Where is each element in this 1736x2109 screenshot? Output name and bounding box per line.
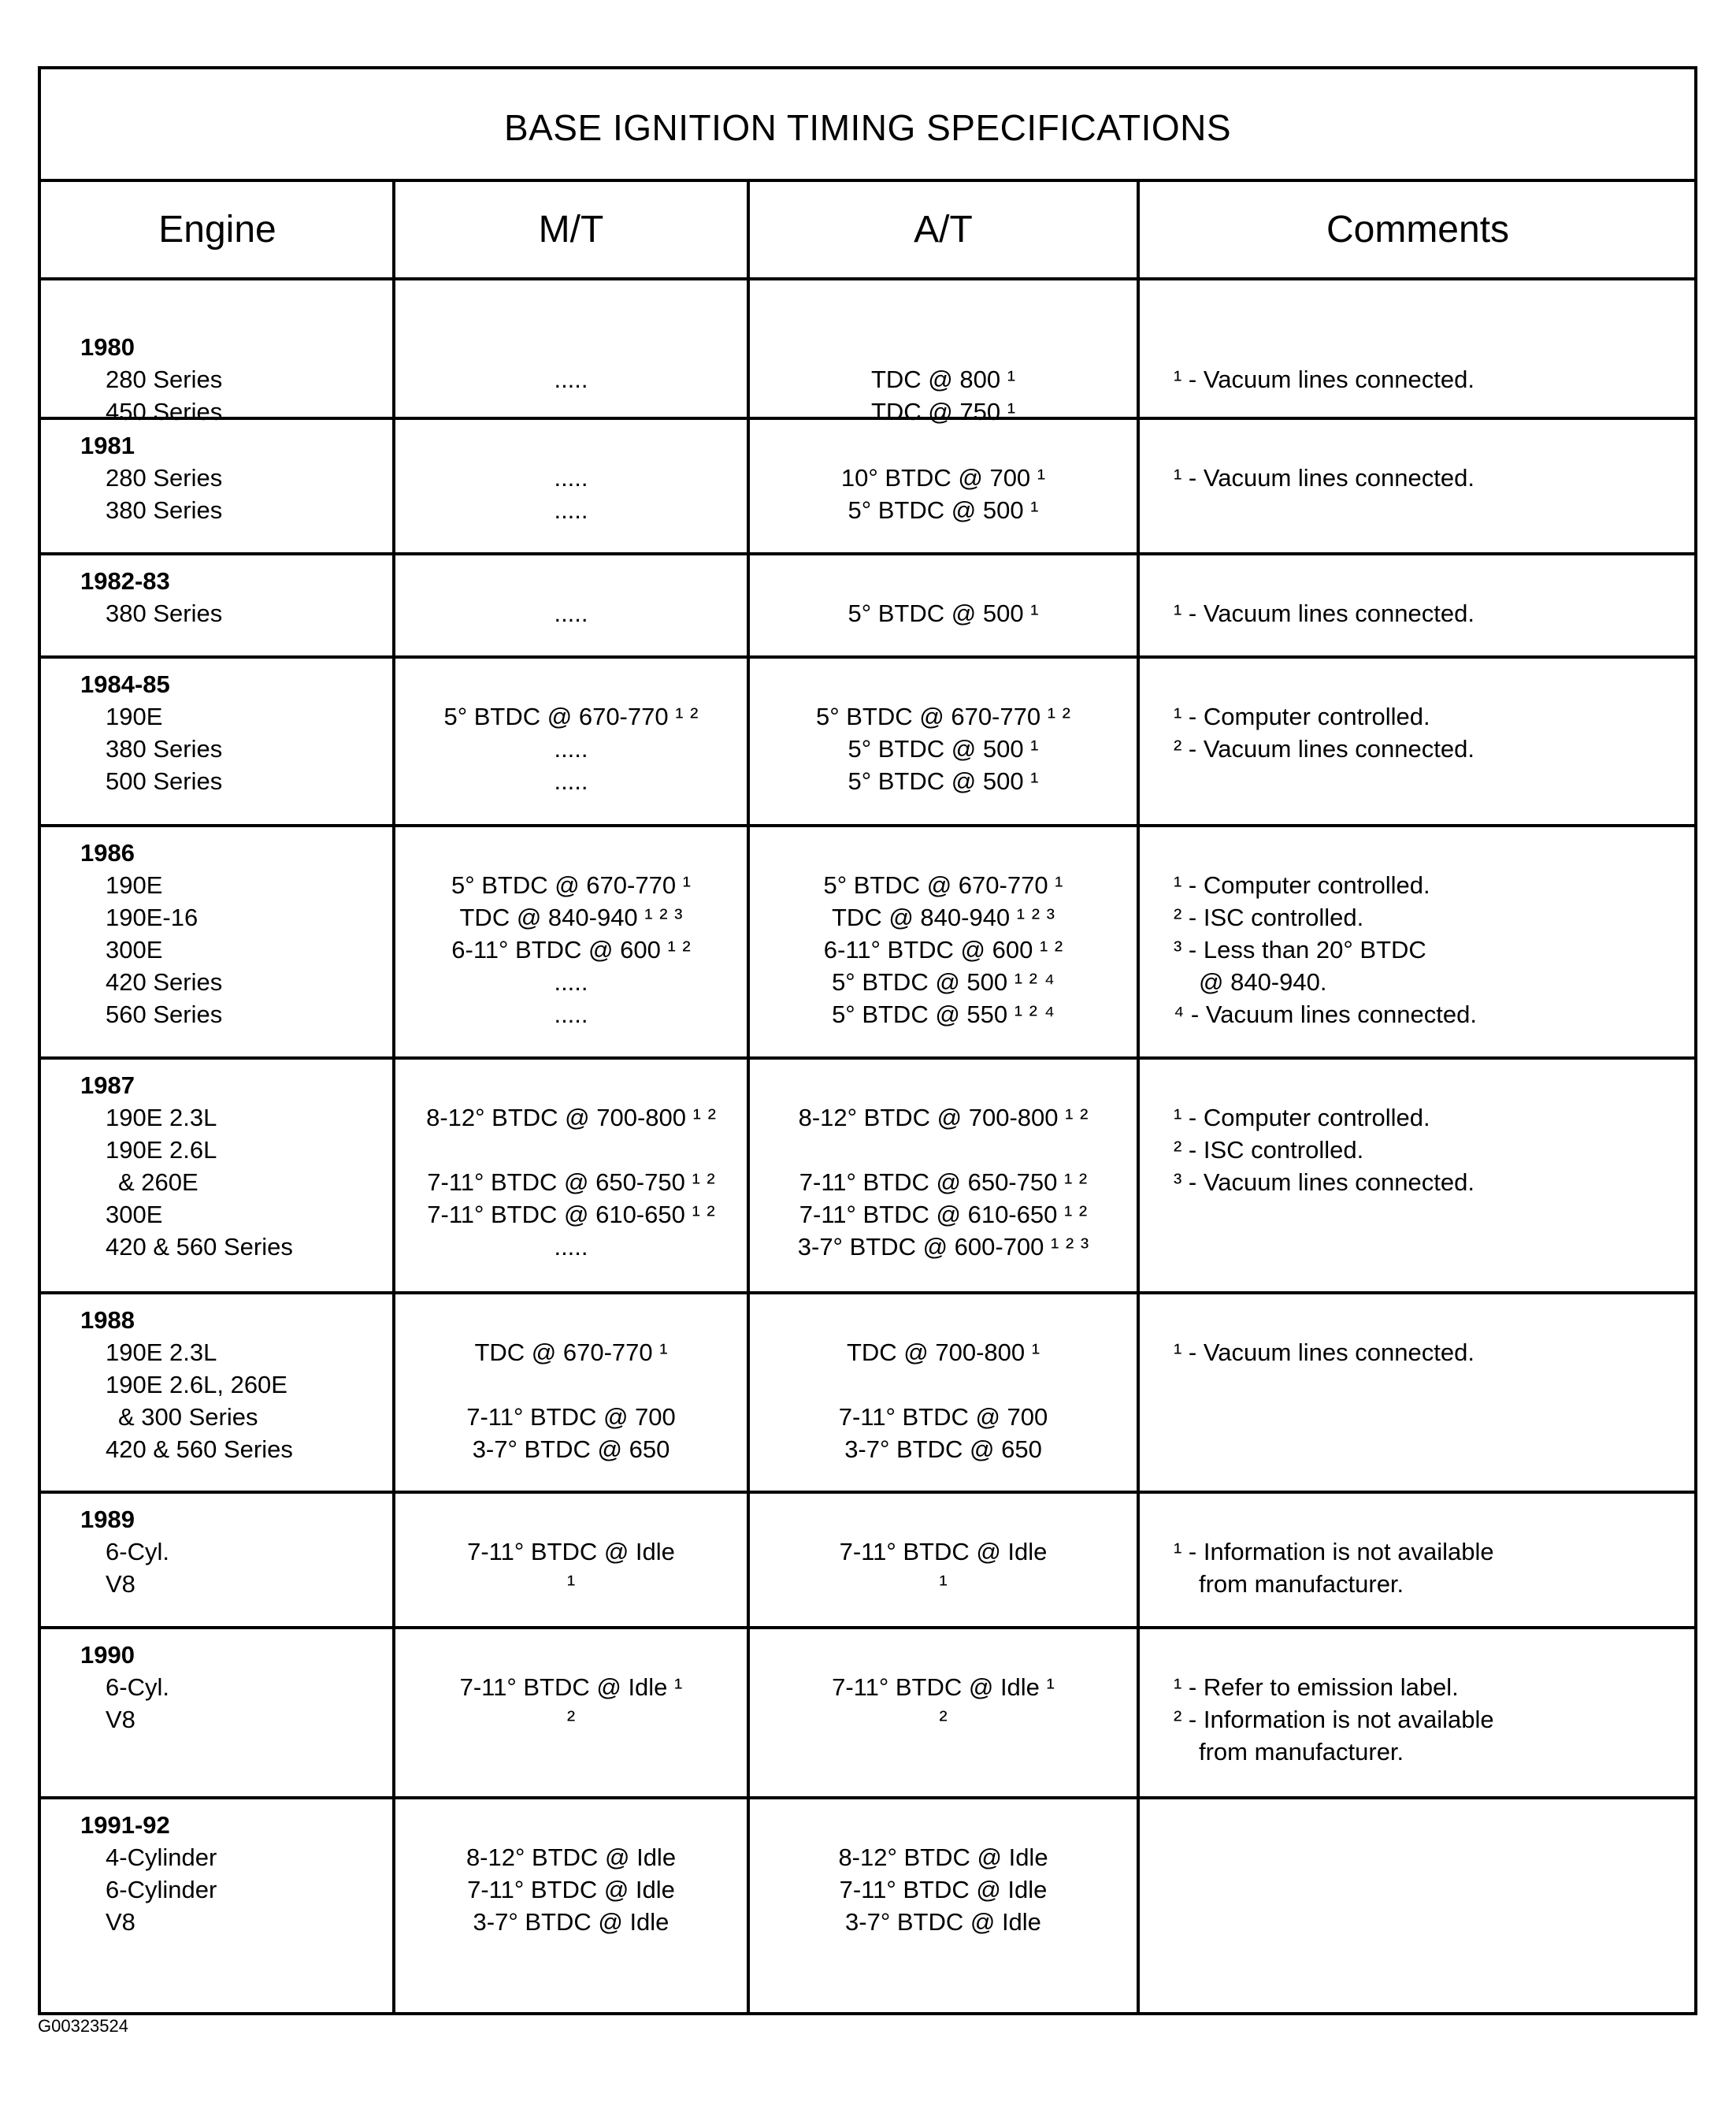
timing-value: 3-7° BTDC @ 650 (472, 1435, 670, 1463)
engine-model: 190E 2.6L, 260E (106, 1371, 287, 1398)
comment-note: ¹ - Information is not available (1174, 1538, 1494, 1565)
engine-cell (41, 420, 394, 552)
table-row (41, 420, 1694, 555)
engine-model: 6-Cyl. (106, 1673, 169, 1701)
mt-cell (394, 555, 748, 655)
timing-value: 3-7° BTDC @ Idle (845, 1908, 1041, 1936)
engine-cell (41, 1799, 394, 2018)
at-cell (748, 1629, 1138, 1796)
timing-value: 7-11° BTDC @ 650-750 ¹ ² (799, 1168, 1088, 1196)
timing-value: 5° BTDC @ 670-770 ¹ ² (443, 703, 699, 730)
table-row (41, 1629, 1694, 1799)
timing-value: TDC @ 840-940 ¹ ² ³ (459, 904, 683, 931)
table-title: BASE IGNITION TIMING SPECIFICATIONS (503, 106, 1232, 148)
timing-value (394, 1368, 748, 1401)
table-row (41, 555, 1694, 659)
timing-value: 7-11° BTDC @ Idle (839, 1538, 1048, 1565)
table-row (41, 1294, 1694, 1494)
timing-value: 6-11° BTDC @ 600 ¹ ² (823, 936, 1063, 964)
year-label: 1982-83 (80, 567, 170, 595)
engine-model: 450 Series (106, 398, 223, 425)
comment-note: ² - ISC controlled. (1174, 904, 1364, 931)
timing-value: ¹ (939, 1570, 948, 1598)
comments-cell (1138, 827, 1697, 1056)
timing-value (394, 1134, 748, 1166)
comment-note: ¹ - Vacuum lines connected. (1174, 600, 1474, 627)
header-comments: Comments (1326, 209, 1510, 251)
comments-cell (1138, 420, 1697, 552)
timing-value: TDC @ 750 ¹ (870, 398, 1016, 425)
comment-note: ¹ - Refer to emission label. (1174, 1673, 1459, 1701)
timing-value (748, 1368, 1138, 1401)
year-label: 1989 (80, 1506, 135, 1533)
timing-spec-table (38, 66, 1697, 2015)
header-row (41, 182, 1694, 280)
engine-model: 500 Series (106, 767, 223, 795)
comment-note: ² - Vacuum lines connected. (1174, 735, 1474, 763)
header-at: A/T (914, 209, 973, 251)
timing-value: 8-12° BTDC @ 700-800 ¹ ² (798, 1104, 1089, 1131)
engine-model: V8 (106, 1908, 135, 1936)
timing-value: ..... (554, 398, 588, 425)
engine-model: 190E-16 (106, 904, 198, 931)
timing-value: TDC @ 670-770 ¹ (474, 1339, 668, 1366)
timing-value: 8-12° BTDC @ Idle (466, 1844, 677, 1871)
timing-value: ..... (554, 464, 588, 492)
comments-cell (1138, 1629, 1697, 1796)
at-cell (748, 1294, 1138, 1491)
comment-note: ³ - Vacuum lines connected. (1174, 1168, 1474, 1196)
timing-value: 3-7° BTDC @ Idle (473, 1908, 670, 1936)
header-engine: Engine (158, 209, 276, 251)
year-label: 1980 (80, 333, 135, 361)
timing-value: 3-7° BTDC @ 600-700 ¹ ² ³ (797, 1233, 1089, 1261)
comment-note: ¹ - Computer controlled. (1174, 1104, 1430, 1131)
engine-model: & 300 Series (118, 1403, 258, 1431)
engine-model: 560 Series (106, 1001, 223, 1028)
mt-cell (394, 420, 748, 552)
mt-cell (394, 1494, 748, 1626)
comment-note: from manufacturer. (1199, 1570, 1404, 1598)
table-row (41, 1799, 1694, 2018)
mt-cell (394, 827, 748, 1056)
title-row (41, 69, 1694, 182)
engine-model: 190E 2.6L (106, 1136, 217, 1164)
engine-model: 380 Series (106, 600, 223, 627)
timing-value: 7-11° BTDC @ Idle ¹ (459, 1673, 683, 1701)
comment-note: ¹ - Vacuum lines connected. (1174, 464, 1474, 492)
timing-value: 7-11° BTDC @ 610-650 ¹ ² (427, 1201, 715, 1228)
timing-value: ..... (554, 767, 588, 795)
timing-value: 6-11° BTDC @ 600 ¹ ² (451, 936, 691, 964)
timing-value: 8-12° BTDC @ 700-800 ¹ ² (426, 1104, 716, 1131)
engine-model: 6-Cyl. (106, 1538, 169, 1565)
timing-value: 7-11° BTDC @ 700 (466, 1403, 676, 1431)
timing-value: ..... (554, 1001, 588, 1028)
table-row (41, 1060, 1694, 1294)
comment-note: ⁴ - Vacuum lines connected. (1174, 1001, 1477, 1028)
engine-model: 300E (106, 936, 163, 964)
mt-cell (394, 659, 748, 824)
mt-cell (394, 1294, 748, 1491)
comment-note: ¹ - Computer controlled. (1174, 871, 1430, 899)
timing-value: ..... (554, 968, 588, 996)
comment-note: ³ - Less than 20° BTDC (1174, 936, 1426, 964)
table-row (41, 1494, 1694, 1629)
engine-cell (41, 1060, 394, 1291)
engine-model: 280 Series (106, 464, 223, 492)
comment-note: ² - Information is not available (1174, 1706, 1494, 1733)
at-cell (748, 1494, 1138, 1626)
at-cell (748, 555, 1138, 655)
timing-value: 8-12° BTDC @ Idle (838, 1844, 1048, 1871)
timing-value: TDC @ 700-800 ¹ (846, 1339, 1040, 1366)
mt-cell (394, 1799, 748, 2018)
engine-model: 380 Series (106, 735, 223, 763)
comments-cell (1138, 1799, 1697, 2018)
timing-value: 7-11° BTDC @ 650-750 ¹ ² (427, 1168, 715, 1196)
engine-model: 280 Series (106, 366, 223, 393)
timing-value: ..... (554, 366, 588, 393)
comments-cell (1138, 284, 1697, 417)
timing-value: 7-11° BTDC @ Idle (467, 1876, 675, 1903)
engine-model: V8 (106, 1570, 135, 1598)
timing-value: 7-11° BTDC @ 700 (838, 1403, 1048, 1431)
column-divider (392, 182, 395, 2012)
timing-value: 5° BTDC @ 500 ¹ ² ⁴ (832, 968, 1055, 996)
engine-cell (41, 827, 394, 1056)
at-cell (748, 1799, 1138, 2018)
comments-cell (1138, 1494, 1697, 1626)
comments-cell (1138, 555, 1697, 655)
engine-model: 190E (106, 703, 163, 730)
engine-model: 190E 2.3L (106, 1104, 217, 1131)
mt-cell (394, 1629, 748, 1796)
timing-value: 7-11° BTDC @ Idle ¹ (832, 1673, 1055, 1701)
engine-model: 4-Cylinder (106, 1844, 217, 1871)
at-cell (748, 827, 1138, 1056)
timing-value: ..... (554, 735, 588, 763)
engine-model: 380 Series (106, 496, 223, 524)
year-label: 1990 (80, 1641, 135, 1669)
timing-value: 7-11° BTDC @ Idle (839, 1876, 1048, 1903)
engine-cell (41, 284, 394, 425)
comment-note: @ 840-940. (1199, 968, 1327, 996)
timing-value: 5° BTDC @ 670-770 ¹ (823, 871, 1063, 899)
table-row (41, 659, 1694, 827)
engine-model: 300E (106, 1201, 163, 1228)
engine-model: 420 & 560 Series (106, 1233, 293, 1261)
timing-value: ..... (554, 496, 588, 524)
timing-value: 5° BTDC @ 670-770 ¹ ² (816, 703, 1070, 730)
engine-cell (41, 1294, 394, 1491)
timing-value: ¹ (566, 1570, 576, 1598)
column-divider (747, 182, 750, 2012)
comment-note: ¹ - Computer controlled. (1174, 703, 1430, 730)
figure-code: G00323524 (38, 2016, 128, 2036)
timing-value (748, 1134, 1138, 1166)
comment-note: from manufacturer. (1199, 1738, 1404, 1766)
column-divider (1137, 182, 1140, 2012)
timing-value: 5° BTDC @ 500 ¹ (848, 767, 1039, 795)
year-label: 1986 (80, 839, 135, 867)
timing-value: TDC @ 840-940 ¹ ² ³ (832, 904, 1055, 931)
timing-value: 5° BTDC @ 500 ¹ (848, 600, 1039, 627)
comments-cell (1138, 1060, 1697, 1291)
engine-cell (41, 1629, 394, 1796)
engine-model: 420 Series (106, 968, 223, 996)
comment-note: ¹ - Vacuum lines connected. (1174, 1339, 1474, 1366)
mt-cell (394, 1060, 748, 1291)
year-label: 1984-85 (80, 670, 170, 698)
timing-value: TDC @ 800 ¹ (870, 366, 1016, 393)
comments-cell (1138, 1294, 1697, 1491)
timing-value: 5° BTDC @ 670-770 ¹ (451, 871, 692, 899)
at-cell (748, 284, 1138, 425)
engine-model: V8 (106, 1706, 135, 1733)
comment-note: ² - ISC controlled. (1174, 1136, 1364, 1164)
timing-value: ² (939, 1706, 948, 1733)
engine-model: 190E 2.3L (106, 1339, 217, 1366)
comment-note: ¹ - Vacuum lines connected. (1174, 366, 1474, 393)
at-cell (748, 420, 1138, 552)
at-cell (748, 659, 1138, 824)
year-label: 1988 (80, 1306, 135, 1334)
timing-value: 5° BTDC @ 500 ¹ (848, 735, 1039, 763)
timing-value: 7-11° BTDC @ Idle (467, 1538, 675, 1565)
comments-cell (1138, 659, 1697, 824)
engine-model: 420 & 560 Series (106, 1435, 293, 1463)
timing-value: ² (566, 1706, 576, 1733)
engine-cell (41, 555, 394, 655)
timing-value: 5° BTDC @ 500 ¹ (848, 496, 1039, 524)
engine-cell (41, 659, 394, 824)
at-cell (748, 1060, 1138, 1291)
engine-cell (41, 1494, 394, 1626)
header-mt: M/T (538, 209, 604, 251)
engine-model: & 260E (118, 1168, 198, 1196)
year-label: 1991-92 (80, 1811, 170, 1839)
timing-value: ..... (554, 600, 588, 627)
timing-value: 7-11° BTDC @ 610-650 ¹ ² (799, 1201, 1088, 1228)
engine-model: 190E (106, 871, 163, 899)
engine-model: 6-Cylinder (106, 1876, 217, 1903)
year-label: 1981 (80, 432, 135, 459)
timing-value: 3-7° BTDC @ 650 (844, 1435, 1042, 1463)
mt-cell (394, 284, 748, 425)
year-label: 1987 (80, 1071, 135, 1099)
timing-value: ..... (554, 1233, 588, 1261)
table-row (41, 284, 1694, 425)
timing-value: 10° BTDC @ 700 ¹ (840, 464, 1046, 492)
timing-value: 5° BTDC @ 550 ¹ ² ⁴ (832, 1001, 1055, 1028)
table-row (41, 827, 1694, 1060)
